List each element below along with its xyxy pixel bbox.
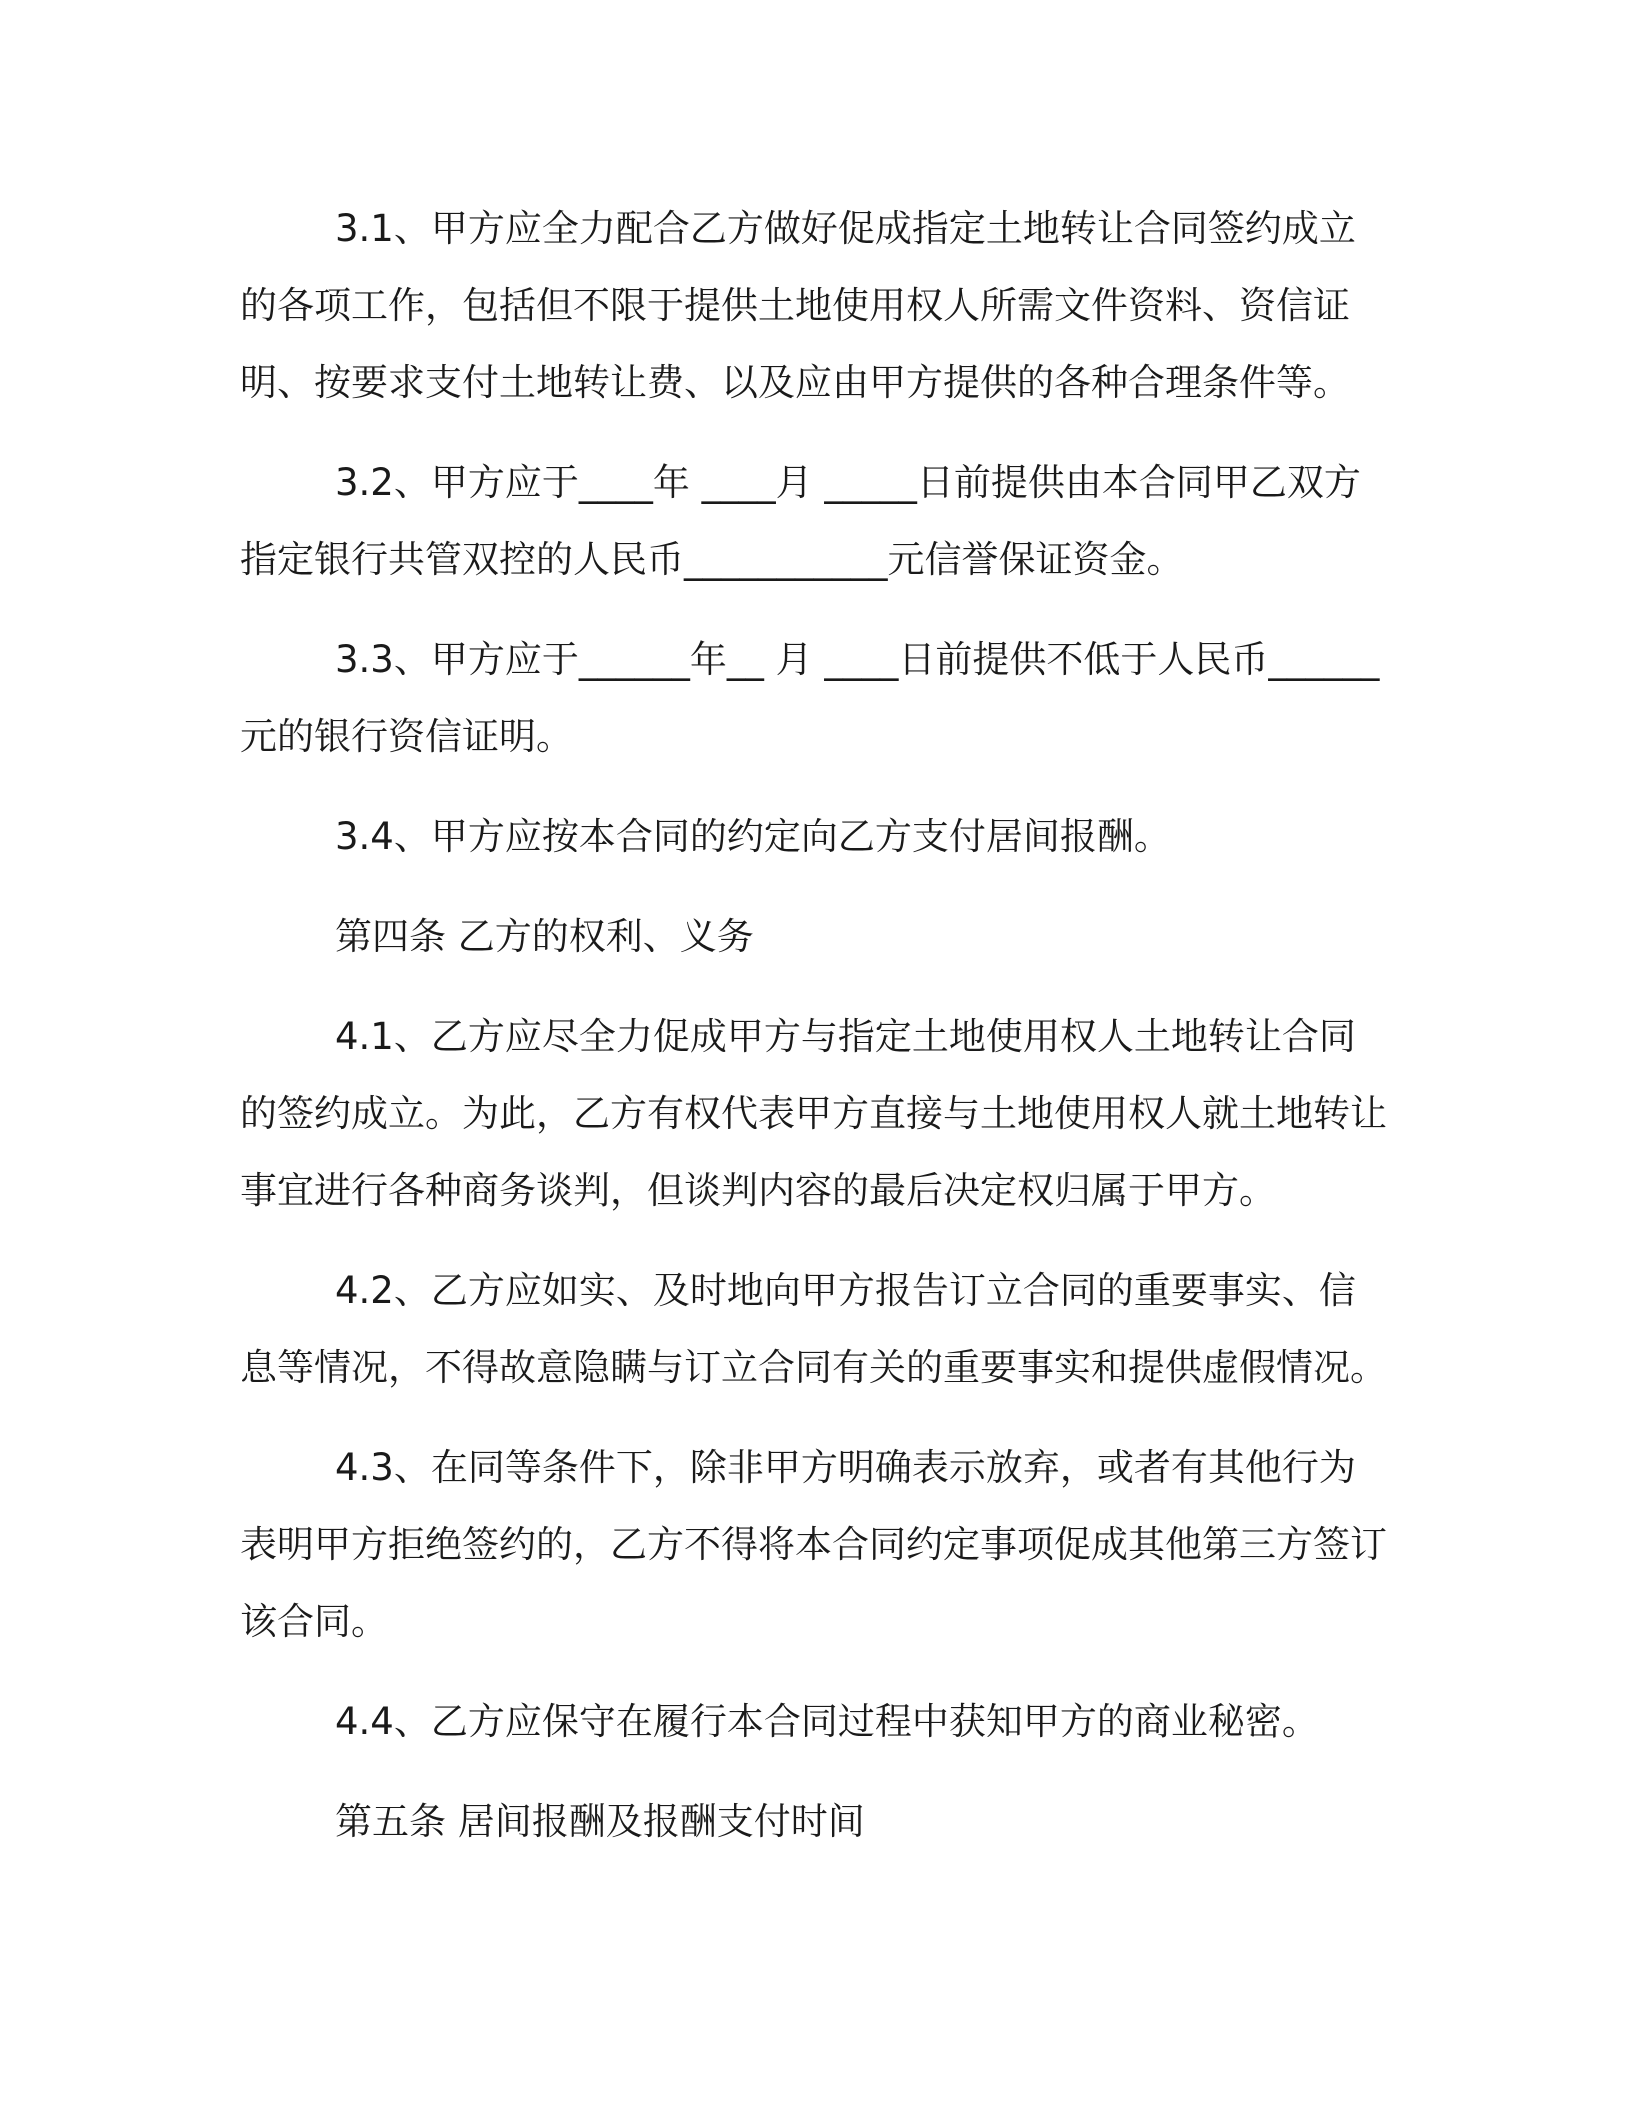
clause-3-1: 3.1、甲方应全力配合乙方做好促成指定土地转让合同签约成立的各项工作，包括但不限于提供土地使用权人所需文件资料、资信证明、按要求支付土地转让费、以及应由甲方提供的各种合理条件等。 [240,207,1356,404]
clause-3-2: 3.2、甲方应于____年 ____月 _____日前提供由本合同甲乙双方指定银行共管双控的人民币___________元信誉保证资金。 [240,461,1361,581]
clause-4-2: 4.2、乙方应如实、及时地向甲方报告订立合同的重要事实、信息等情况，不得故意隐瞒与订立合同有关的重要事实和提供虚假情况。 [240,1269,1387,1389]
clause-3-3: 3.3、甲方应于______年__ 月 ____日前提供不低于人民币______ 元的银行资信证明。 [240,638,1380,758]
document-body [240,190,1390,1883]
clause-4-3: 4.3、在同等条件下，除非甲方明确表示放弃，或者有其他行为表明甲方拒绝签约的，乙方不得将本合同约定事项促成其他第三方签订该合同。 [240,1446,1387,1643]
article-4-heading: 第四条 乙方的权利、义务 [335,915,754,958]
clause-4-1: 4.1、乙方应尽全力促成甲方与指定土地使用权人土地转让合同的签约成立。为此，乙方有权代表甲方直接与土地使用权人就土地转让事宜进行各种商务谈判，但谈判内容的最后决定权归属于甲方。 [240,1015,1387,1212]
clause-4-4: 4.4、乙方应保守在履行本合同过程中获知甲方的商业秘密。 [335,1700,1319,1743]
clause-3-4: 3.4、甲方应按本合同的约定向乙方支付居间报酬。 [335,815,1171,858]
article-5-heading: 第五条 居间报酬及报酬支付时间 [335,1800,865,1843]
